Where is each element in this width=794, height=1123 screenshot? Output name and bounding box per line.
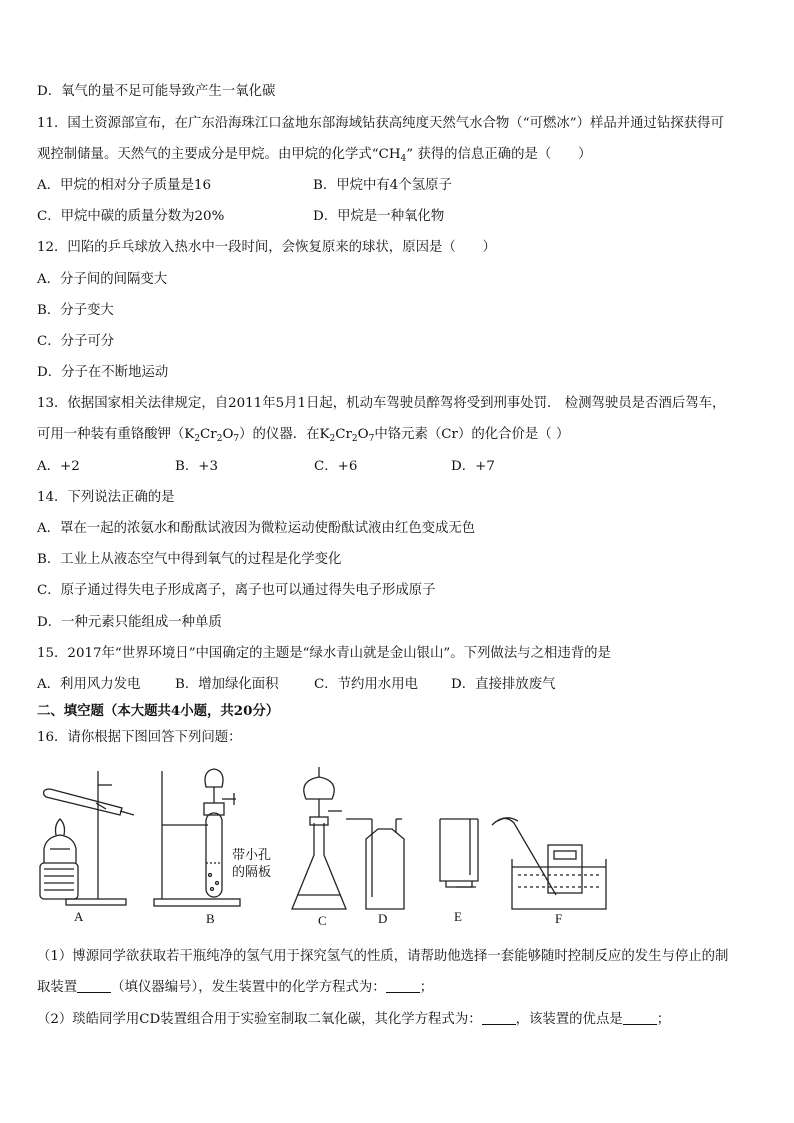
figure-label-e: E [454, 909, 462, 924]
q15-stem: 15．2017年“世界环境日”中国确定的主题是“绿水青山就是金山银山”。下列做法与之相违背的是 [37, 646, 611, 661]
q15-option-c: C．节约用水用电 [314, 677, 418, 692]
apparatus-e [440, 819, 478, 887]
q13-option-a: A．+2 [37, 459, 80, 474]
q16-part1-text: （填仪器编号），发生装置中的化学方程式为： [111, 980, 386, 995]
formula-text: O [357, 427, 369, 442]
q11-stem-text: 观控制储量。天然气的主要成分是甲烷。由甲烷的化学式“CH [37, 147, 401, 162]
q16-stem: 16．请你根据下图回答下列问题： [37, 730, 242, 745]
q11-stem-line2 [37, 146, 591, 164]
q10-option-d: D．氧气的量不足可能导致产生一氧化碳 [37, 84, 276, 99]
q14-option-c: C．原子通过得失电子形成离子，离子也可以通过得失电子形成原子 [37, 583, 436, 598]
q14-option-d: D．一种元素只能组成一种单质 [37, 615, 222, 630]
q16-part1-text: 取装置 [37, 980, 78, 995]
answer-blank[interactable] [482, 1012, 516, 1025]
answer-blank[interactable] [77, 980, 111, 993]
q13-stem-line2 [37, 426, 569, 444]
subscript: 2 [329, 434, 336, 444]
apparatus-c [292, 767, 346, 909]
subscript: 2 [194, 434, 201, 444]
figure-label-b: B [206, 911, 215, 926]
q16-part1-line1: （1）博源同学欲获取若干瓶纯净的氢气用于探究氢气的性质，请帮助他选择一套能够随时控制反应的发生与停止的制 [37, 949, 729, 964]
figure-note-line1: 带小孔 [232, 848, 272, 863]
subscript: 7 [233, 434, 240, 444]
q11-stem-text: ” 获得的信息正确的是（ ） [406, 147, 592, 162]
q11-stem-line1: 11．国土资源部宣布，在广东沿海珠江口盆地东部海域钻获高纯度天然气水合物（“可燃冰”）样品并通过钻探获得可 [37, 116, 724, 131]
q12-option-b: B．分子变大 [37, 303, 114, 318]
subscript: 7 [368, 434, 375, 444]
apparatus-a [40, 771, 134, 905]
answer-blank[interactable] [386, 980, 420, 993]
q14-option-a: A．罩在一起的浓氨水和酚酞试液因为微粒运动使酚酞试液由红色变成无色 [37, 521, 476, 536]
apparatus-b [154, 769, 240, 906]
q11-option-d: D．甲烷是一种氧化物 [313, 209, 445, 224]
q14-option-b: B．工业上从液态空气中得到氧气的过程是化学变化 [37, 552, 342, 567]
q11-option-a: A．甲烷的相对分子质量是16 [37, 178, 212, 193]
q13-option-d: D．+7 [451, 459, 495, 474]
figure-note-line2: 的隔板 [232, 865, 272, 880]
q16-part1-line2 [37, 979, 433, 997]
answer-blank[interactable] [623, 1012, 657, 1025]
apparatus-f [492, 818, 606, 909]
q16-part1-text: ； [419, 980, 434, 995]
q13-stem-text: 中铬元素（Cr）的化合价是（ ） [374, 427, 570, 442]
figure-label-a: A [74, 909, 84, 924]
q12-option-a: A．分子间的间隔变大 [37, 272, 168, 287]
q15-option-a: A．利用风力发电 [37, 677, 141, 692]
q11-option-c: C．甲烷中碳的质量分数为20% [37, 209, 225, 224]
q16-part2-text: （2）琰皓同学用CD装置组合用于实验室制取二氧化碳，其化学方程式为： [37, 1012, 482, 1027]
section-title: 二、填空题（本大题共4小题，共20分） [37, 703, 280, 719]
formula-text: Cr [200, 427, 217, 442]
formula-text: O [222, 427, 234, 442]
figure-label-f: F [555, 911, 563, 926]
subscript: 2 [216, 434, 223, 444]
q13-stem-text: 可用一种装有重铬酸钾（K [37, 427, 195, 442]
subscript: 4 [400, 154, 407, 164]
q14-stem: 14．下列说法正确的是 [37, 490, 175, 505]
q12-option-d: D．分子在不断地运动 [37, 365, 169, 380]
figure-label-c: C [318, 913, 327, 928]
q12-stem: 12．凹陷的乒乓球放入热水中一段时间，会恢复原来的球状，原因是（ ） [37, 240, 496, 255]
apparatus-d [346, 819, 404, 909]
q11-option-b: B．甲烷中有4个氢原子 [313, 178, 452, 193]
figure-label-d: D [378, 911, 388, 926]
q12-option-c: C．分子可分 [37, 334, 115, 349]
q13-option-c: C．+6 [314, 459, 358, 474]
apparatus-figure [36, 763, 766, 933]
formula-text: Cr [335, 427, 352, 442]
q13-stem-line1: 13．依据国家相关法律规定，自2011年5月1日起，机动车驾驶员醉驾将受到刑事处罚． 检测驾驶员是否酒后驾车， [37, 396, 726, 411]
q16-part2-text: ，该装置的优点是 [515, 1012, 623, 1027]
subscript: 2 [351, 434, 358, 444]
q13-option-b: B．+3 [175, 459, 218, 474]
q16-part2 [37, 1011, 670, 1029]
apparatus-drawing [36, 763, 766, 933]
q15-option-b: B．增加绿化面积 [175, 677, 279, 692]
q13-stem-text: ）的仪器．在K [239, 427, 330, 442]
q16-part2-text: ； [656, 1012, 671, 1027]
q15-option-d: D．直接排放废气 [451, 677, 556, 692]
